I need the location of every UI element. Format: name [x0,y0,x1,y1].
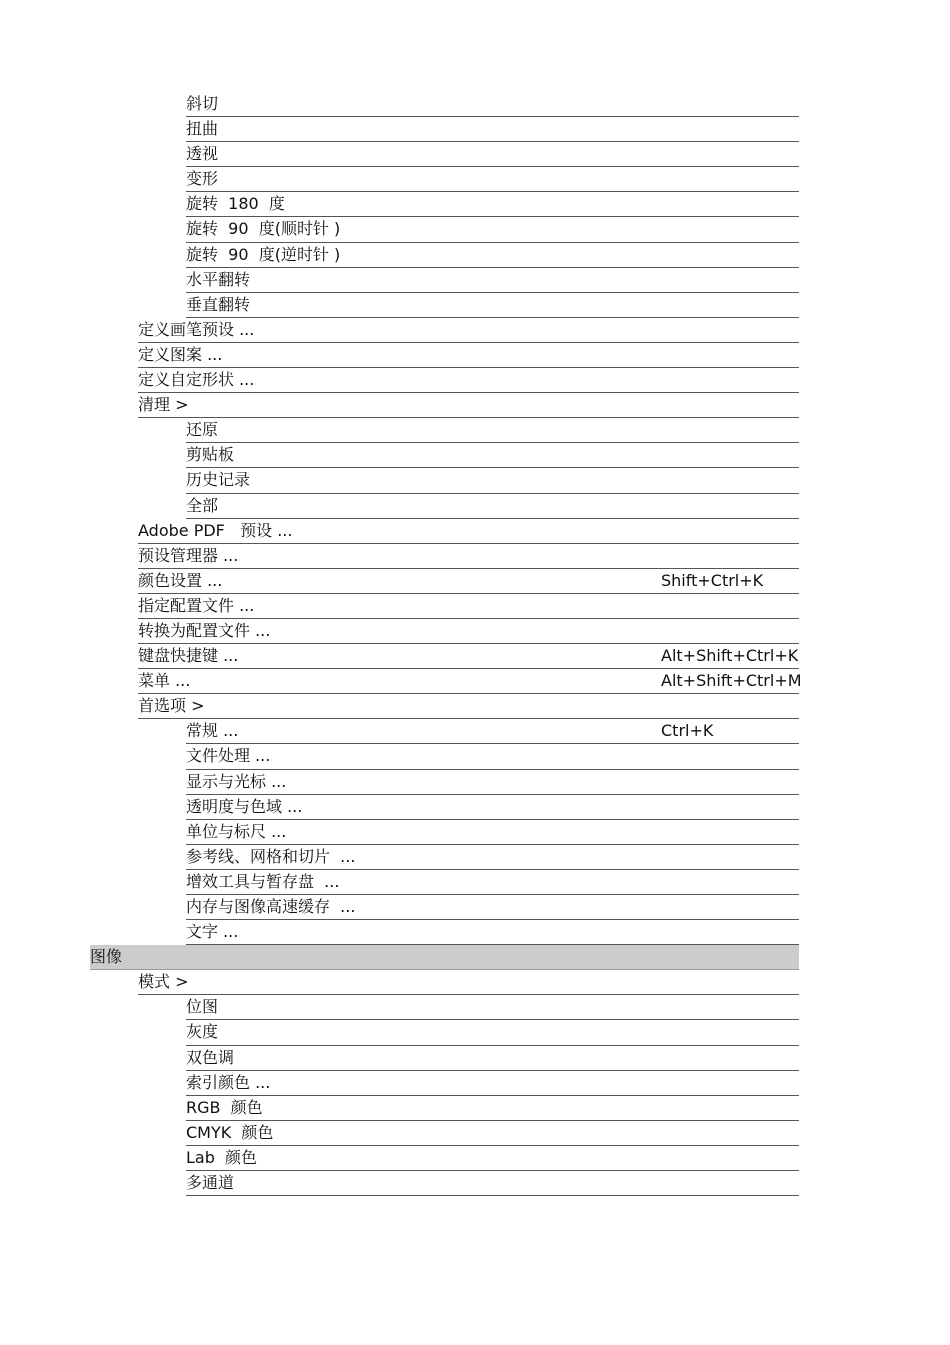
menu-item-label: 透明度与色域 ... [186,796,303,816]
menu-item-label: 转换为配置文件 ... [138,620,271,640]
section-header-row [90,945,799,970]
menu-item-label: 首选项 > [138,696,205,716]
menu-item-row [90,669,802,694]
menu-item-row [90,293,799,318]
menu-item-label: 模式 > [138,972,189,992]
menu-item-label: 双色调 [186,1047,235,1067]
menu-item-label: 定义画笔预设 ... [138,319,255,339]
menu-item-label: 灰度 [186,1022,219,1042]
menu-item-label: 清理 > [138,395,189,415]
menu-item-label: CMYK 颜色 [186,1122,274,1142]
menu-item-row [90,192,799,217]
menu-item-label: 旋转 90 度(逆时针 ) [186,244,341,264]
menu-item-row [90,142,799,167]
menu-item-label: 文字 ... [186,922,239,942]
menu-item-row [90,644,799,669]
menu-item-label: 索引颜色 ... [186,1072,271,1092]
menu-item-label: 定义图案 ... [138,344,223,364]
menu-item-row [90,393,799,418]
menu-item-row [90,92,799,117]
menu-item-label: 水平翻转 [186,269,251,289]
menu-item-row [90,519,799,544]
menu-item-row [90,217,799,242]
menu-item-row [90,117,799,142]
menu-item-label: 显示与光标 ... [186,771,287,791]
menu-item-label: 垂直翻转 [186,294,251,314]
menu-item-label: 颜色设置 ... [138,570,223,590]
menu-item-row [90,368,799,393]
menu-item-row [90,1096,799,1121]
menu-item-label: Lab 颜色 [186,1147,258,1167]
menu-item-shortcut: Ctrl+K [661,721,714,741]
menu-item-row [90,569,799,594]
menu-item-label: 菜单 ... [138,671,191,691]
menu-item-row [90,468,799,493]
menu-item-row [90,895,799,920]
menu-item-row [90,619,799,644]
menu-item-label: 还原 [186,420,219,440]
menu-item-row [90,1046,799,1071]
menu-item-label: 指定配置文件 ... [138,595,255,615]
menu-item-label: 预设管理器 ... [138,545,239,565]
menu-item-label: 增效工具与暂存盘 ... [186,871,340,891]
menu-item-row [90,970,799,995]
menu-item-row [90,1020,799,1045]
menu-item-label: 扭曲 [186,119,219,139]
menu-item-row [90,820,799,845]
menu-item-label: Adobe PDF 预设 ... [138,520,293,540]
menu-item-row [90,744,799,769]
menu-item-shortcut: Shift+Ctrl+K [661,570,764,590]
menu-item-row [90,243,799,268]
menu-item-row [90,544,799,569]
menu-reference-table [90,92,802,1196]
menu-item-row [90,920,799,945]
menu-item-row [90,719,799,744]
menu-item-row [90,268,799,293]
menu-item-label: 位图 [186,997,219,1017]
menu-item-label: 图像 [90,947,123,967]
menu-item-row [90,770,799,795]
menu-item-label: 斜切 [186,94,219,113]
menu-item-label: 历史记录 [186,470,251,490]
menu-item-shortcut: Alt+Shift+Ctrl+K [661,646,799,666]
menu-item-label: 旋转 90 度(顺时针 ) [186,219,341,239]
menu-item-row [90,694,799,719]
menu-item-row [90,1146,799,1171]
menu-item-label: 常规 ... [186,721,239,741]
menu-item-label: 多通道 [186,1173,235,1193]
menu-item-row [90,343,799,368]
menu-item-label: 内存与图像高速缓存 ... [186,897,356,916]
menu-item-label: 透视 [186,144,219,164]
menu-item-row [90,1121,799,1146]
menu-item-label: 文件处理 ... [186,746,271,766]
menu-item-label: 剪贴板 [186,445,235,465]
menu-item-row [90,494,799,519]
menu-item-row [90,594,799,619]
menu-item-label: RGB 颜色 [186,1097,263,1117]
menu-item-row [90,995,799,1020]
menu-item-label: 旋转 180 度 [186,194,285,214]
menu-item-row [90,318,799,343]
menu-item-shortcut: Alt+Shift+Ctrl+M [661,671,802,691]
menu-item-label: 单位与标尺 ... [186,821,287,841]
menu-item-row [90,795,799,820]
menu-item-row [90,1071,799,1096]
menu-item-row [90,443,799,468]
menu-item-row [90,870,799,895]
menu-item-label: 键盘快捷键 ... [138,646,239,666]
menu-item-label: 变形 [186,169,219,189]
menu-item-label: 全部 [186,495,219,515]
menu-item-row [90,418,799,443]
menu-item-row [90,167,799,192]
menu-item-label: 定义自定形状 ... [138,370,255,390]
menu-item-label: 参考线、网格和切片 ... [186,846,356,866]
menu-item-row [90,845,799,870]
menu-item-row [90,1171,799,1196]
